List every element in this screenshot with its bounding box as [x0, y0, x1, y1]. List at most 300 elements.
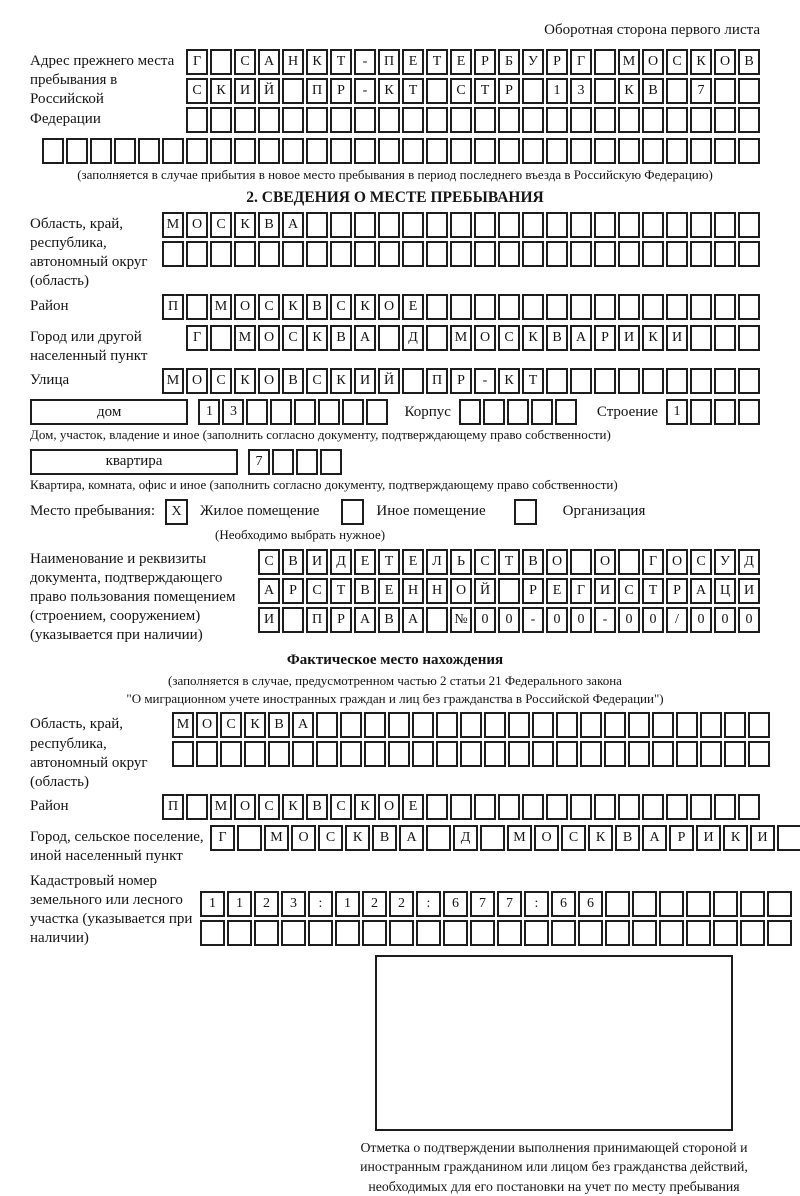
char-cell — [474, 212, 496, 238]
char-cell — [296, 449, 318, 475]
char-cell: Ь — [450, 549, 472, 575]
char-cell — [416, 920, 441, 946]
char-cell — [738, 325, 760, 351]
char-cell: : — [308, 891, 333, 917]
char-cell — [676, 712, 698, 738]
char-cell: В — [268, 712, 290, 738]
char-cell: М — [210, 794, 232, 820]
char-cell — [546, 107, 568, 133]
char-cell — [308, 920, 333, 946]
char-cell — [474, 241, 496, 267]
char-cell: У — [522, 49, 544, 75]
char-cell: К — [690, 49, 712, 75]
char-cell: О — [474, 325, 496, 351]
cadastre-cells — [200, 869, 792, 949]
char-cell — [450, 138, 472, 164]
stay-type-label: Место пребывания: — [30, 503, 155, 520]
region-label: Область, край, республика, автономный округ (область) — [30, 215, 148, 290]
char-cell: О — [258, 368, 280, 394]
char-cell — [714, 294, 736, 320]
char-cell: К — [282, 294, 304, 320]
char-cell: Н — [282, 49, 304, 75]
char-cell — [497, 920, 522, 946]
char-cell — [524, 920, 549, 946]
char-cell — [450, 294, 472, 320]
char-cell — [738, 138, 760, 164]
char-cell — [522, 212, 544, 238]
char-cell — [522, 107, 544, 133]
char-cell — [138, 138, 160, 164]
char-cell — [580, 712, 602, 738]
char-cell: 6 — [551, 891, 576, 917]
char-cell — [354, 107, 376, 133]
char-cell — [340, 712, 362, 738]
char-cell — [570, 107, 592, 133]
char-cell — [210, 107, 232, 133]
char-cell: И — [306, 549, 328, 575]
char-cell — [605, 920, 630, 946]
char-cell — [450, 107, 472, 133]
char-cell: С — [474, 549, 496, 575]
char-cell — [426, 107, 448, 133]
char-cell: К — [306, 49, 328, 75]
char-cell: А — [282, 212, 304, 238]
char-cell — [618, 294, 640, 320]
char-cell — [366, 399, 388, 425]
char-cell: Н — [426, 578, 448, 604]
char-cell — [460, 712, 482, 738]
char-cell — [594, 241, 616, 267]
stay-type-row — [30, 499, 760, 525]
char-cell: Г — [210, 825, 235, 851]
region-cells — [162, 212, 760, 270]
char-cell — [402, 241, 424, 267]
document-label: Наименование и реквизиты документа, подтверждающего право пользования помещением (строением, сооружением) (указывается при наличии) — [30, 550, 236, 644]
char-cell — [618, 212, 640, 238]
char-cell: А — [690, 578, 712, 604]
char-cell: 2 — [254, 891, 279, 917]
char-cell: В — [306, 794, 328, 820]
char-cell — [666, 294, 688, 320]
char-cell: Р — [522, 578, 544, 604]
char-cell — [700, 712, 722, 738]
char-cell: К — [345, 825, 370, 851]
char-cell: 1 — [227, 891, 252, 917]
char-cell — [546, 294, 568, 320]
char-cell — [546, 138, 568, 164]
char-cell — [320, 449, 342, 475]
char-cell — [666, 212, 688, 238]
apartment-cells — [248, 449, 342, 475]
char-cell — [474, 294, 496, 320]
char-cell — [714, 138, 736, 164]
char-cell: В — [306, 294, 328, 320]
char-cell: Р — [669, 825, 694, 851]
char-cell: Г — [570, 578, 592, 604]
char-cell — [258, 138, 280, 164]
char-cell — [659, 920, 684, 946]
char-cell: 6 — [443, 891, 468, 917]
char-cell: О — [714, 49, 736, 75]
char-cell: - — [354, 49, 376, 75]
char-cell — [546, 794, 568, 820]
char-cell: Ц — [714, 578, 736, 604]
char-cell: С — [220, 712, 242, 738]
char-cell: М — [264, 825, 289, 851]
char-cell — [738, 399, 760, 425]
char-cell: Т — [474, 78, 496, 104]
char-cell: К — [723, 825, 748, 851]
char-cell — [578, 920, 603, 946]
char-cell — [412, 712, 434, 738]
char-cell: С — [561, 825, 586, 851]
char-cell — [642, 212, 664, 238]
char-cell: Н — [402, 578, 424, 604]
char-cell: - — [474, 368, 496, 394]
char-cell: О — [534, 825, 559, 851]
char-cell — [532, 741, 554, 767]
char-cell — [740, 920, 765, 946]
char-cell — [652, 712, 674, 738]
char-cell: И — [234, 78, 256, 104]
char-cell — [389, 920, 414, 946]
char-cell — [340, 741, 362, 767]
char-cell: С — [210, 212, 232, 238]
char-cell: Е — [402, 294, 424, 320]
char-cell — [628, 741, 650, 767]
char-cell: Г — [186, 325, 208, 351]
char-cell: 3 — [570, 78, 592, 104]
char-cell — [484, 741, 506, 767]
char-cell — [738, 794, 760, 820]
char-cell — [426, 325, 448, 351]
checkbox-other-premises — [341, 499, 364, 525]
checkbox-organization — [514, 499, 537, 525]
char-cell — [738, 294, 760, 320]
char-cell — [714, 241, 736, 267]
char-cell — [642, 368, 664, 394]
apartment-box: квартира — [30, 449, 238, 475]
char-cell: - — [522, 607, 544, 633]
stay-type-option-organization: Организация — [562, 503, 646, 520]
char-cell — [354, 212, 376, 238]
char-cell — [555, 399, 577, 425]
char-cell: Т — [522, 368, 544, 394]
char-cell — [210, 49, 232, 75]
korpus-cells — [459, 399, 577, 425]
cell-row — [162, 794, 760, 820]
char-cell — [508, 741, 530, 767]
char-cell — [690, 325, 712, 351]
char-cell: В — [642, 78, 664, 104]
char-cell: К — [642, 325, 664, 351]
char-cell — [690, 212, 712, 238]
char-cell: 3 — [281, 891, 306, 917]
actual-district-label: Район — [30, 798, 69, 815]
char-cell: Т — [378, 549, 400, 575]
prev-address-cells — [186, 49, 760, 136]
char-cell: О — [186, 212, 208, 238]
char-cell — [282, 241, 304, 267]
char-cell — [531, 399, 553, 425]
char-cell — [570, 138, 592, 164]
char-cell — [714, 399, 736, 425]
char-cell: Р — [450, 368, 472, 394]
char-cell: С — [690, 549, 712, 575]
cell-row — [186, 325, 760, 351]
char-cell: О — [378, 294, 400, 320]
char-cell: М — [172, 712, 194, 738]
char-cell — [714, 368, 736, 394]
char-cell — [210, 241, 232, 267]
char-cell — [306, 107, 328, 133]
char-cell — [767, 891, 792, 917]
char-cell: Р — [330, 78, 352, 104]
section2-heading: 2. СВЕДЕНИЯ О МЕСТЕ ПРЕБЫВАНИЯ — [246, 188, 544, 206]
char-cell: Г — [642, 549, 664, 575]
char-cell — [270, 399, 292, 425]
actual-location-caption-1: (заполняется в случае, предусмотренном частью 2 статьи 21 Федерального закона — [168, 672, 622, 688]
char-cell — [740, 891, 765, 917]
char-cell — [234, 241, 256, 267]
char-cell — [551, 920, 576, 946]
char-cell: О — [378, 794, 400, 820]
char-cell: 0 — [498, 607, 520, 633]
char-cell: И — [738, 578, 760, 604]
char-cell — [666, 78, 688, 104]
street-block — [30, 368, 760, 397]
char-cell — [330, 138, 352, 164]
char-cell: Т — [498, 549, 520, 575]
char-cell — [258, 107, 280, 133]
char-cell — [666, 794, 688, 820]
char-cell: О — [196, 712, 218, 738]
char-cell — [282, 107, 304, 133]
char-cell: О — [594, 549, 616, 575]
char-cell: К — [354, 294, 376, 320]
char-cell: С — [186, 78, 208, 104]
char-cell — [632, 891, 657, 917]
char-cell — [738, 107, 760, 133]
char-cell — [594, 138, 616, 164]
char-cell: И — [354, 368, 376, 394]
char-cell — [690, 294, 712, 320]
char-cell — [186, 138, 208, 164]
char-cell — [714, 325, 736, 351]
cell-row — [258, 607, 760, 633]
char-cell — [604, 741, 626, 767]
char-cell: С — [258, 294, 280, 320]
char-cell — [402, 368, 424, 394]
prev-address-block — [30, 49, 760, 136]
char-cell: 3 — [222, 399, 244, 425]
char-cell — [594, 49, 616, 75]
char-cell: Д — [453, 825, 478, 851]
char-cell — [676, 741, 698, 767]
actual-city-label: Город, сельское поселение, иной населенный пункт — [30, 829, 204, 865]
char-cell: В — [282, 368, 304, 394]
char-cell — [690, 138, 712, 164]
char-cell: В — [522, 549, 544, 575]
char-cell: Р — [546, 49, 568, 75]
char-cell — [426, 241, 448, 267]
char-cell: - — [354, 78, 376, 104]
char-cell — [666, 241, 688, 267]
char-cell — [426, 607, 448, 633]
char-cell — [714, 212, 736, 238]
char-cell: - — [594, 607, 616, 633]
char-cell — [186, 294, 208, 320]
char-cell: Д — [330, 549, 352, 575]
char-cell — [556, 712, 578, 738]
sheet-side-note: Оборотная сторона первого листа — [544, 22, 760, 38]
char-cell: И — [618, 325, 640, 351]
actual-region-block — [30, 712, 760, 792]
char-cell: О — [234, 294, 256, 320]
char-cell: К — [234, 212, 256, 238]
char-cell — [378, 325, 400, 351]
char-cell: П — [306, 607, 328, 633]
char-cell — [498, 138, 520, 164]
cell-row — [186, 107, 760, 133]
char-cell: А — [402, 607, 424, 633]
char-cell — [738, 78, 760, 104]
cell-row — [162, 294, 760, 320]
char-cell: 1 — [666, 399, 688, 425]
char-cell — [460, 741, 482, 767]
char-cell — [426, 794, 448, 820]
char-cell — [498, 212, 520, 238]
char-cell — [498, 107, 520, 133]
cell-row — [258, 578, 760, 604]
cell-row — [186, 49, 760, 75]
house-caption: Дом, участок, владение и иное (заполнить согласно документу, подтверждающему право собственности) — [30, 427, 611, 443]
char-cell — [426, 294, 448, 320]
char-cell: В — [354, 578, 376, 604]
cell-row — [200, 891, 792, 917]
char-cell: П — [306, 78, 328, 104]
char-cell: : — [416, 891, 441, 917]
char-cell: № — [450, 607, 472, 633]
house-box: дом — [30, 399, 188, 425]
char-cell — [294, 399, 316, 425]
char-cell: С — [330, 294, 352, 320]
char-cell: 7 — [470, 891, 495, 917]
char-cell — [522, 138, 544, 164]
char-cell — [546, 241, 568, 267]
char-cell — [342, 399, 364, 425]
char-cell — [690, 241, 712, 267]
char-cell — [642, 138, 664, 164]
cell-row — [162, 212, 760, 238]
char-cell: Р — [666, 578, 688, 604]
char-cell: Е — [546, 578, 568, 604]
char-cell: И — [750, 825, 775, 851]
char-cell — [426, 78, 448, 104]
char-cell — [162, 138, 184, 164]
apartment-caption: Квартира, комната, офис и иное (заполнить согласно документу, подтверждающему право собственности) — [30, 476, 618, 492]
char-cell: К — [378, 78, 400, 104]
char-cell — [686, 891, 711, 917]
char-cell — [282, 138, 304, 164]
street-label: Улица — [30, 372, 70, 389]
cell-row — [210, 825, 800, 851]
char-cell: Р — [594, 325, 616, 351]
char-cell — [628, 712, 650, 738]
char-cell — [498, 294, 520, 320]
char-cell — [570, 549, 592, 575]
char-cell: К — [522, 325, 544, 351]
char-cell: В — [372, 825, 397, 851]
char-cell — [200, 920, 225, 946]
char-cell — [459, 399, 481, 425]
char-cell — [604, 712, 626, 738]
char-cell — [378, 241, 400, 267]
char-cell: 2 — [362, 891, 387, 917]
char-cell: 1 — [200, 891, 225, 917]
char-cell: Й — [378, 368, 400, 394]
char-cell — [388, 712, 410, 738]
char-cell — [470, 920, 495, 946]
char-cell: С — [498, 325, 520, 351]
char-cell — [335, 920, 360, 946]
char-cell — [244, 741, 266, 767]
char-cell — [227, 920, 252, 946]
char-cell: О — [234, 794, 256, 820]
char-cell: 1 — [546, 78, 568, 104]
char-cell — [474, 794, 496, 820]
char-cell: Б — [498, 49, 520, 75]
char-cell: Й — [474, 578, 496, 604]
char-cell: С — [282, 325, 304, 351]
char-cell — [652, 741, 674, 767]
char-cell: В — [282, 549, 304, 575]
char-cell: К — [234, 368, 256, 394]
city-label: Город или другой населенный пункт — [30, 328, 148, 364]
char-cell — [507, 399, 529, 425]
char-cell — [522, 241, 544, 267]
char-cell — [246, 399, 268, 425]
char-cell — [436, 712, 458, 738]
char-cell — [594, 78, 616, 104]
char-cell: К — [244, 712, 266, 738]
char-cell: 0 — [642, 607, 664, 633]
cell-row — [258, 549, 760, 575]
char-cell: Й — [258, 78, 280, 104]
char-cell — [532, 712, 554, 738]
char-cell: К — [210, 78, 232, 104]
char-cell — [450, 241, 472, 267]
char-cell — [114, 138, 136, 164]
char-cell — [686, 920, 711, 946]
cell-row — [162, 368, 760, 394]
char-cell: 7 — [248, 449, 270, 475]
char-cell: К — [330, 368, 352, 394]
char-cell — [690, 399, 712, 425]
char-cell — [220, 741, 242, 767]
char-cell — [412, 741, 434, 767]
char-cell: К — [282, 794, 304, 820]
char-cell — [268, 741, 290, 767]
char-cell: Д — [402, 325, 424, 351]
char-cell — [546, 212, 568, 238]
char-cell: М — [618, 49, 640, 75]
char-cell: С — [210, 368, 232, 394]
char-cell — [378, 138, 400, 164]
char-cell — [522, 294, 544, 320]
char-cell — [306, 138, 328, 164]
cell-row — [172, 741, 770, 767]
